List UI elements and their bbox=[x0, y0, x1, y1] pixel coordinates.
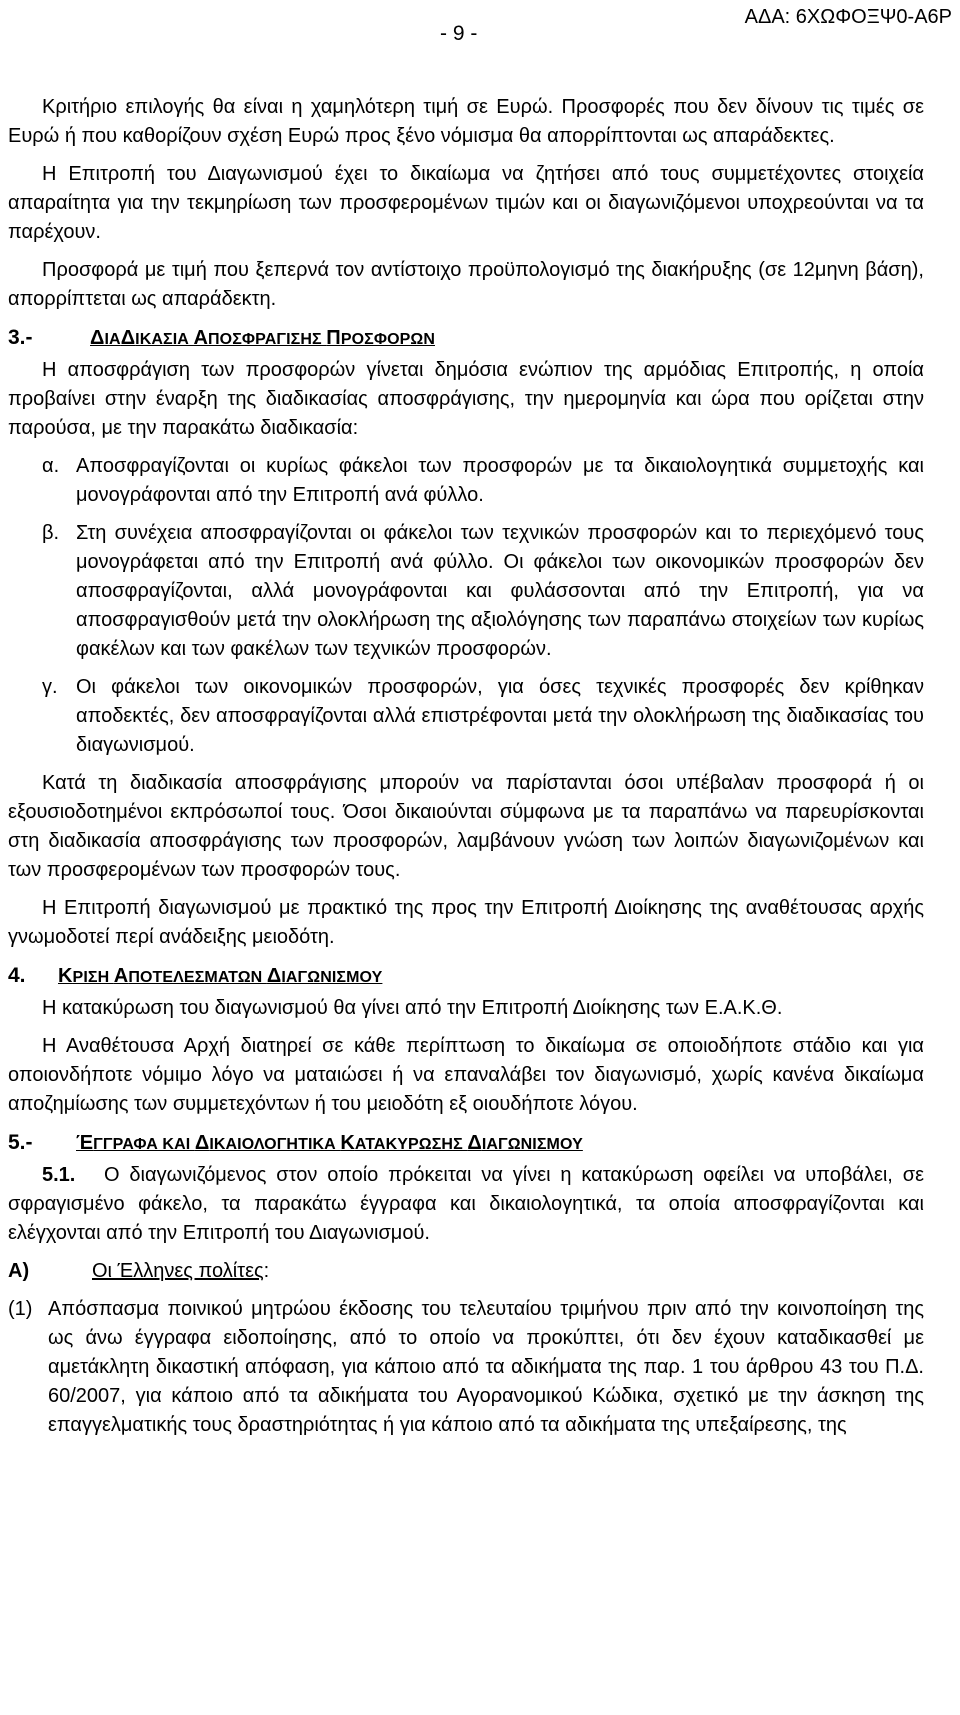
subheading-a bbox=[8, 1257, 924, 1286]
title-fragment: ΙΚΑΙΟΛΟΓΗΤΙΚΑ bbox=[209, 1136, 341, 1153]
subsection-5-1-number: 5.1. bbox=[42, 1164, 76, 1186]
title-fragment: Έ bbox=[76, 1132, 94, 1154]
section-5-heading bbox=[8, 1128, 924, 1159]
list-item-text: Απόσπασμα ποινικού μητρώου έκδοσης του τελευταίου τριμήνου πριν από την κοινοποίηση της ως άνω έγγραφα ειδοποίησης, από το οποίο να προκύπτει, ότι δεν έχουν καταδικασθεί με αμετάκλητη δικαστική απόφαση, για κάποιο από τα αδικήματα της παρ. 1 του άρθρου 43 του Π.Δ. 60/2007, για κάποιο από τα αδικήματα του Αγορανομικού Κώδικα, σχετικό με την άσκηση της επαγγελματικής τους δραστηριότητας ή για κάποιο από τα αδικήματα της υπεξαίρεσης, της bbox=[48, 1298, 924, 1436]
item-text: Αποσφραγίζονται οι κυρίως φάκελοι των προσφορών με τα δικαιολογητικά συμμετοχής και μονογράφονται από την Επιτροπή ανά φύλλο. bbox=[76, 455, 924, 506]
title-fragment: Δ bbox=[90, 327, 105, 349]
title-fragment: Α bbox=[193, 327, 209, 349]
section-3-item-a bbox=[8, 452, 924, 510]
title-fragment: ΙΑΓΩΝΙΣΜΟΥ bbox=[481, 1136, 583, 1153]
title-fragment: Δ bbox=[467, 1132, 482, 1154]
title-fragment: Κ bbox=[58, 965, 73, 987]
section-4-title bbox=[58, 965, 383, 987]
subheading-a-title: Οι Έλληνες πολίτες bbox=[92, 1260, 264, 1282]
item-label: β. bbox=[42, 522, 60, 544]
section-3-title bbox=[90, 327, 435, 349]
title-fragment: ΠΟΣΦΡΑΓΙΣΗΣ bbox=[208, 331, 327, 348]
title-fragment: Δ bbox=[194, 1132, 210, 1154]
title-fragment: ΡΟΣΦΟΡΩΝ bbox=[340, 331, 435, 348]
title-fragment: Δ bbox=[266, 965, 282, 987]
title-fragment: Κ bbox=[340, 1132, 355, 1154]
section-3-paragraph-after-2: Η Επιτροπή διαγωνισμού με πρακτικό της προς την Επιτροπή Διοίκησης της αναθέτουσας αρχής γνωμοδοτεί περί ανάδειξης μειοδότη. bbox=[8, 897, 924, 948]
section-3-item-c bbox=[8, 673, 924, 760]
title-fragment: ΡΙΣΗ bbox=[72, 969, 114, 986]
section-3-intro: Η αποσφράγιση των προσφορών γίνεται δημόσια ενώπιον της αρμόδιας Επιτροπής, η οποία προβαίνει στην έναρξη της διαδικασίας αποσφράγισης, την ημερομηνία και ώρα που ορίζεται στην παρούσα, με την παρακάτω διαδικασία: bbox=[8, 359, 924, 439]
subheading-a-colon: : bbox=[263, 1260, 270, 1282]
section-4-number: 4. bbox=[8, 964, 26, 987]
title-fragment: ΙΚΑΣΙΑ bbox=[135, 331, 194, 348]
section-3-heading bbox=[8, 323, 924, 354]
title-fragment: ΠΟΤΕΛΕΣΜΑΤΩΝ bbox=[128, 969, 267, 986]
title-fragment: Δ bbox=[120, 327, 136, 349]
title-fragment: Π bbox=[326, 327, 341, 349]
list-item-label: (1) bbox=[8, 1298, 33, 1320]
document-body bbox=[8, 93, 924, 1440]
subheading-a-label: Α) bbox=[8, 1260, 30, 1282]
intro-paragraph-3: Προσφορά με τιμή που ξεπερνά τον αντίστοιχο προϋπολογισμό της διακήρυξης (σε 12μηνη βάση), απορρίπτεται ως απαράδεκτη. bbox=[8, 259, 924, 310]
section-5-title bbox=[76, 1132, 583, 1154]
ada-code: ΑΔΑ: 6ΧΩΦΟΞΨ0-Α6Ρ bbox=[744, 6, 952, 28]
document-list-item-1 bbox=[8, 1295, 924, 1440]
subsection-5-1 bbox=[8, 1161, 924, 1248]
section-5-number: 5.- bbox=[8, 1131, 33, 1154]
title-fragment: ΙΑΓΩΝΙΣΜΟΥ bbox=[281, 969, 383, 986]
section-3-paragraph-after-1: Κατά τη διαδικασία αποσφράγισης μπορούν να παρίστανται όσοι υπέβαλαν προσφορά ή οι εξουσιοδοτημένοι εκπρόσωποί τους. Όσοι δικαιούνται σύμφωνα με τα παραπάνω να παρευρίσκονται στη διαδικασία αποσφράγισης των προσφορών, λαμβάνουν γνώση των λοιπών διαγωνιζομένων και των προσφερομένων των προσφορών τους. bbox=[8, 772, 924, 881]
item-label: α. bbox=[42, 455, 60, 477]
subsection-5-1-text: Ο διαγωνιζόμενος στον οποίο πρόκειται να γίνει η κατακύρωση οφείλει να υποβάλει, σε σφραγισμένο φάκελο, τα παρακάτω έγγραφα και δικαιολογητικά, τα οποία αποσφραγίζονται και ελέγχονται από την Επιτροπή του Διαγωνισμού. bbox=[8, 1164, 924, 1244]
title-fragment: ΓΓΡΑΦΑ ΚΑΙ bbox=[93, 1136, 195, 1153]
intro-paragraph-2: Η Επιτροπή του Διαγωνισμού έχει το δικαίωμα να ζητήσει από τους συμμετέχοντες στοιχεία απαραίτητα για την τεκμηρίωση των προσφερομένων τιμών και οι διαγωνιζόμενοι υποχρεούνται να τα παρέχουν. bbox=[8, 163, 924, 243]
section-3-item-b bbox=[8, 519, 924, 664]
item-text: Οι φάκελοι των οικονομικών προσφορών, για όσες τεχνικές προσφορές δεν κρίθηκαν αποδεκτές, δεν αποσφραγίζονται αλλά επιστρέφονται μετά την ολοκλήρωση της διαδικασίας του διαγωνισμού. bbox=[76, 676, 924, 756]
section-4-heading bbox=[8, 961, 924, 992]
section-3-number: 3.- bbox=[8, 326, 33, 349]
title-fragment: ΑΤΑΚΥΡΩΣΗΣ bbox=[354, 1136, 468, 1153]
item-text: Στη συνέχεια αποσφραγίζονται οι φάκελοι των τεχνικών προσφορών και το περιεχόμενό τους μονογράφεται από την Επιτροπή ανά φύλλο. Οι φάκελοι των οικονομικών προσφορών δεν αποσφραγίζονται, αλλά μονογράφονται και φυλάσσονται από την Επιτροπή, για να αποσφραγισθούν μετά την ολοκλήρωση της αξιολόγησης των παραπάνω στοιχείων των κυρίως φακέλων και των φακέλων των τεχνικών προσφορών. bbox=[76, 522, 924, 660]
section-4-paragraph-1: Η κατακύρωση του διαγωνισμού θα γίνει από την Επιτροπή Διοίκησης των Ε.Α.Κ.Θ. bbox=[42, 997, 783, 1019]
section-4-paragraph-2: Η Αναθέτουσα Αρχή διατηρεί σε κάθε περίπτωση το δικαίωμα σε οποιοδήποτε στάδιο και για οποιονδήποτε νόμιμο λόγο να ματαιώσει ή να επαναλάβει τον διαγωνισμό, χωρίς κανένα δικαίωμα αποζημίωσης των συμμετεχόντων ή του μειοδότη εξ οιουδήποτε λόγου. bbox=[8, 1035, 924, 1115]
page-number: - 9 - bbox=[440, 22, 478, 45]
title-fragment: ΙΑ bbox=[104, 331, 121, 348]
intro-paragraph-1: Κριτήριο επιλογής θα είναι η χαμηλότερη τιμή σε Ευρώ. Προσφορές που δεν δίνουν τις τιμές σε Ευρώ ή που καθορίζουν σχέση Ευρώ προς ξένο νόμισμα θα απορρίπτονται ως απαράδεκτες. bbox=[8, 96, 924, 147]
title-fragment: Α bbox=[113, 965, 129, 987]
item-label: γ. bbox=[42, 676, 58, 698]
